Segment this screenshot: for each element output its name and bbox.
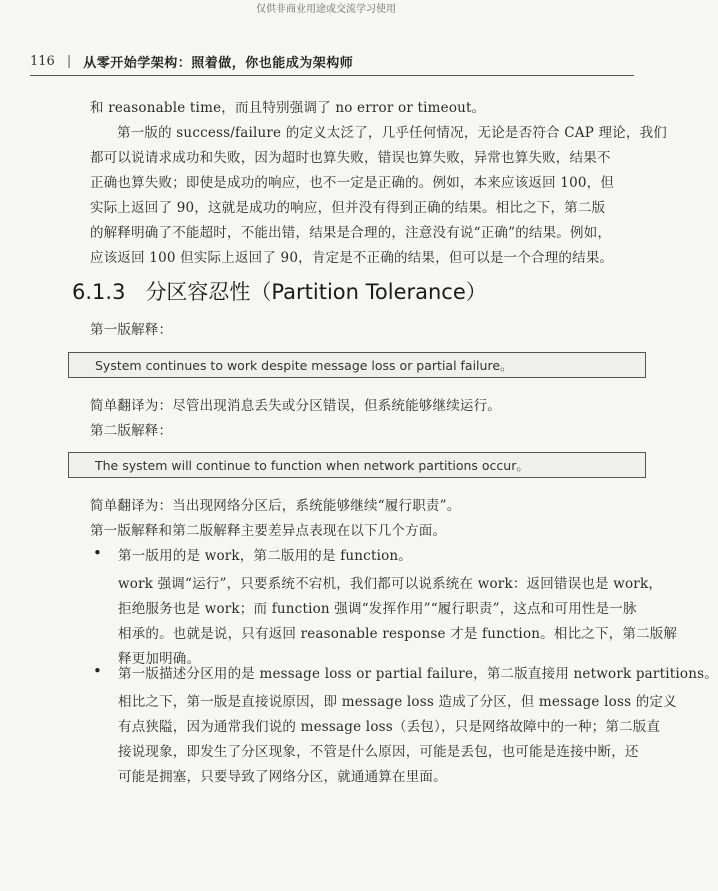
- bullet-2-line-4: 可能是拥塞，只要导致了网络分区，就通通算在里面。: [118, 769, 447, 785]
- quote-text: The system will continue to function when network partitions occur。: [95, 458, 529, 473]
- bullet-1-line-1: work 强调“运行”，只要系统不宕机，我们都可以说系统在 work：返回错误也是 work，: [118, 576, 663, 592]
- bullet-2-line-3: 接说现象，即发生了分区现象，不管是什么原因，可能是丢包，也可能是连接中断，还: [118, 744, 639, 760]
- paragraph-2-line-3: 正确也算失败；即使是成功的响应，也不一定是正确的。例如，本来应该返回 100，但: [90, 175, 615, 191]
- bullet-2-head: 第一版描述分区用的是 message loss or partial failure，第二版直接用 network partitions。: [118, 666, 718, 682]
- paragraph-2-line-6: 应该返回 100 但实际上返回了 90，肯定是不正确的结果，但可以是一个合理的结果。: [90, 250, 614, 266]
- watermark: 仅供非商业用途或交流学习使用: [256, 4, 396, 15]
- section-title: 分区容忍性（Partition Tolerance）: [145, 280, 487, 304]
- translation-second: 简单翻译为：当出现网络分区后，系统能够继续“履行职责”。: [90, 498, 461, 514]
- bullet-1-line-4: 释更加明确。: [118, 651, 201, 667]
- bullet-2-line-1: 相比之下，第一版是直接说原因，即 message loss 造成了分区，但 message loss 的定义: [118, 694, 677, 710]
- quote-box-first-version: [68, 352, 646, 378]
- header-divider: |: [66, 54, 72, 69]
- paragraph-1: 和 reasonable time，而且特别强调了 no error or timeout。: [90, 100, 486, 116]
- bullet-dot-2: •: [93, 662, 102, 680]
- section-heading: [72, 276, 487, 306]
- second-version-label: 第二版解释：: [90, 423, 173, 439]
- bullet-2-line-2: 有点狭隘，因为通常我们说的 message loss（丢包），只是网络故障中的一种；第二版直: [118, 719, 661, 735]
- bullet-1-line-3: 相承的。也就是说，只有返回 reasonable response 才是 function。相比之下，第二版解: [118, 626, 678, 642]
- differences-intro: 第一版解释和第二版解释主要差异点表现在以下几个方面。: [90, 523, 447, 539]
- section-number: 6.1.3: [72, 280, 126, 304]
- bullet-1-line-2: 拒绝服务也是 work；而 function 强调“发挥作用”“履行职责”，这点和可用性是一脉: [118, 601, 637, 617]
- page-number: 116: [30, 54, 55, 69]
- bullet-dot-1: •: [93, 544, 102, 562]
- translation-first: 简单翻译为：尽管出现消息丢失或分区错误，但系统能够继续运行。: [90, 398, 501, 414]
- paragraph-2-line-1: 第一版的 success/failure 的定义太泛了，几乎任何情况，无论是否符合 CAP 理论，我们: [117, 125, 667, 141]
- first-version-label: 第一版解释：: [90, 322, 173, 338]
- quote-text: System continues to work despite message loss or partial failure。: [95, 358, 513, 373]
- header-rule: [30, 75, 634, 76]
- quote-box-second-version: [68, 452, 646, 478]
- paragraph-2-line-4: 实际上返回了 90，这就是成功的响应，但并没有得到正确的结果。相比之下，第二版: [90, 200, 606, 216]
- paragraph-2-line-2: 都可以说请求成功和失败，因为超时也算失败，错误也算失败，异常也算失败，结果不: [90, 150, 611, 166]
- bullet-1-head: 第一版用的是 work，第二版用的是 function。: [118, 548, 413, 564]
- running-header: [30, 52, 632, 71]
- book-title: 从零开始学架构：照着做，你也能成为架构师: [83, 56, 354, 71]
- paragraph-2-line-5: 的解释明确了不能超时，不能出错，结果是合理的，注意没有说“正确”的结果。例如，: [90, 225, 612, 241]
